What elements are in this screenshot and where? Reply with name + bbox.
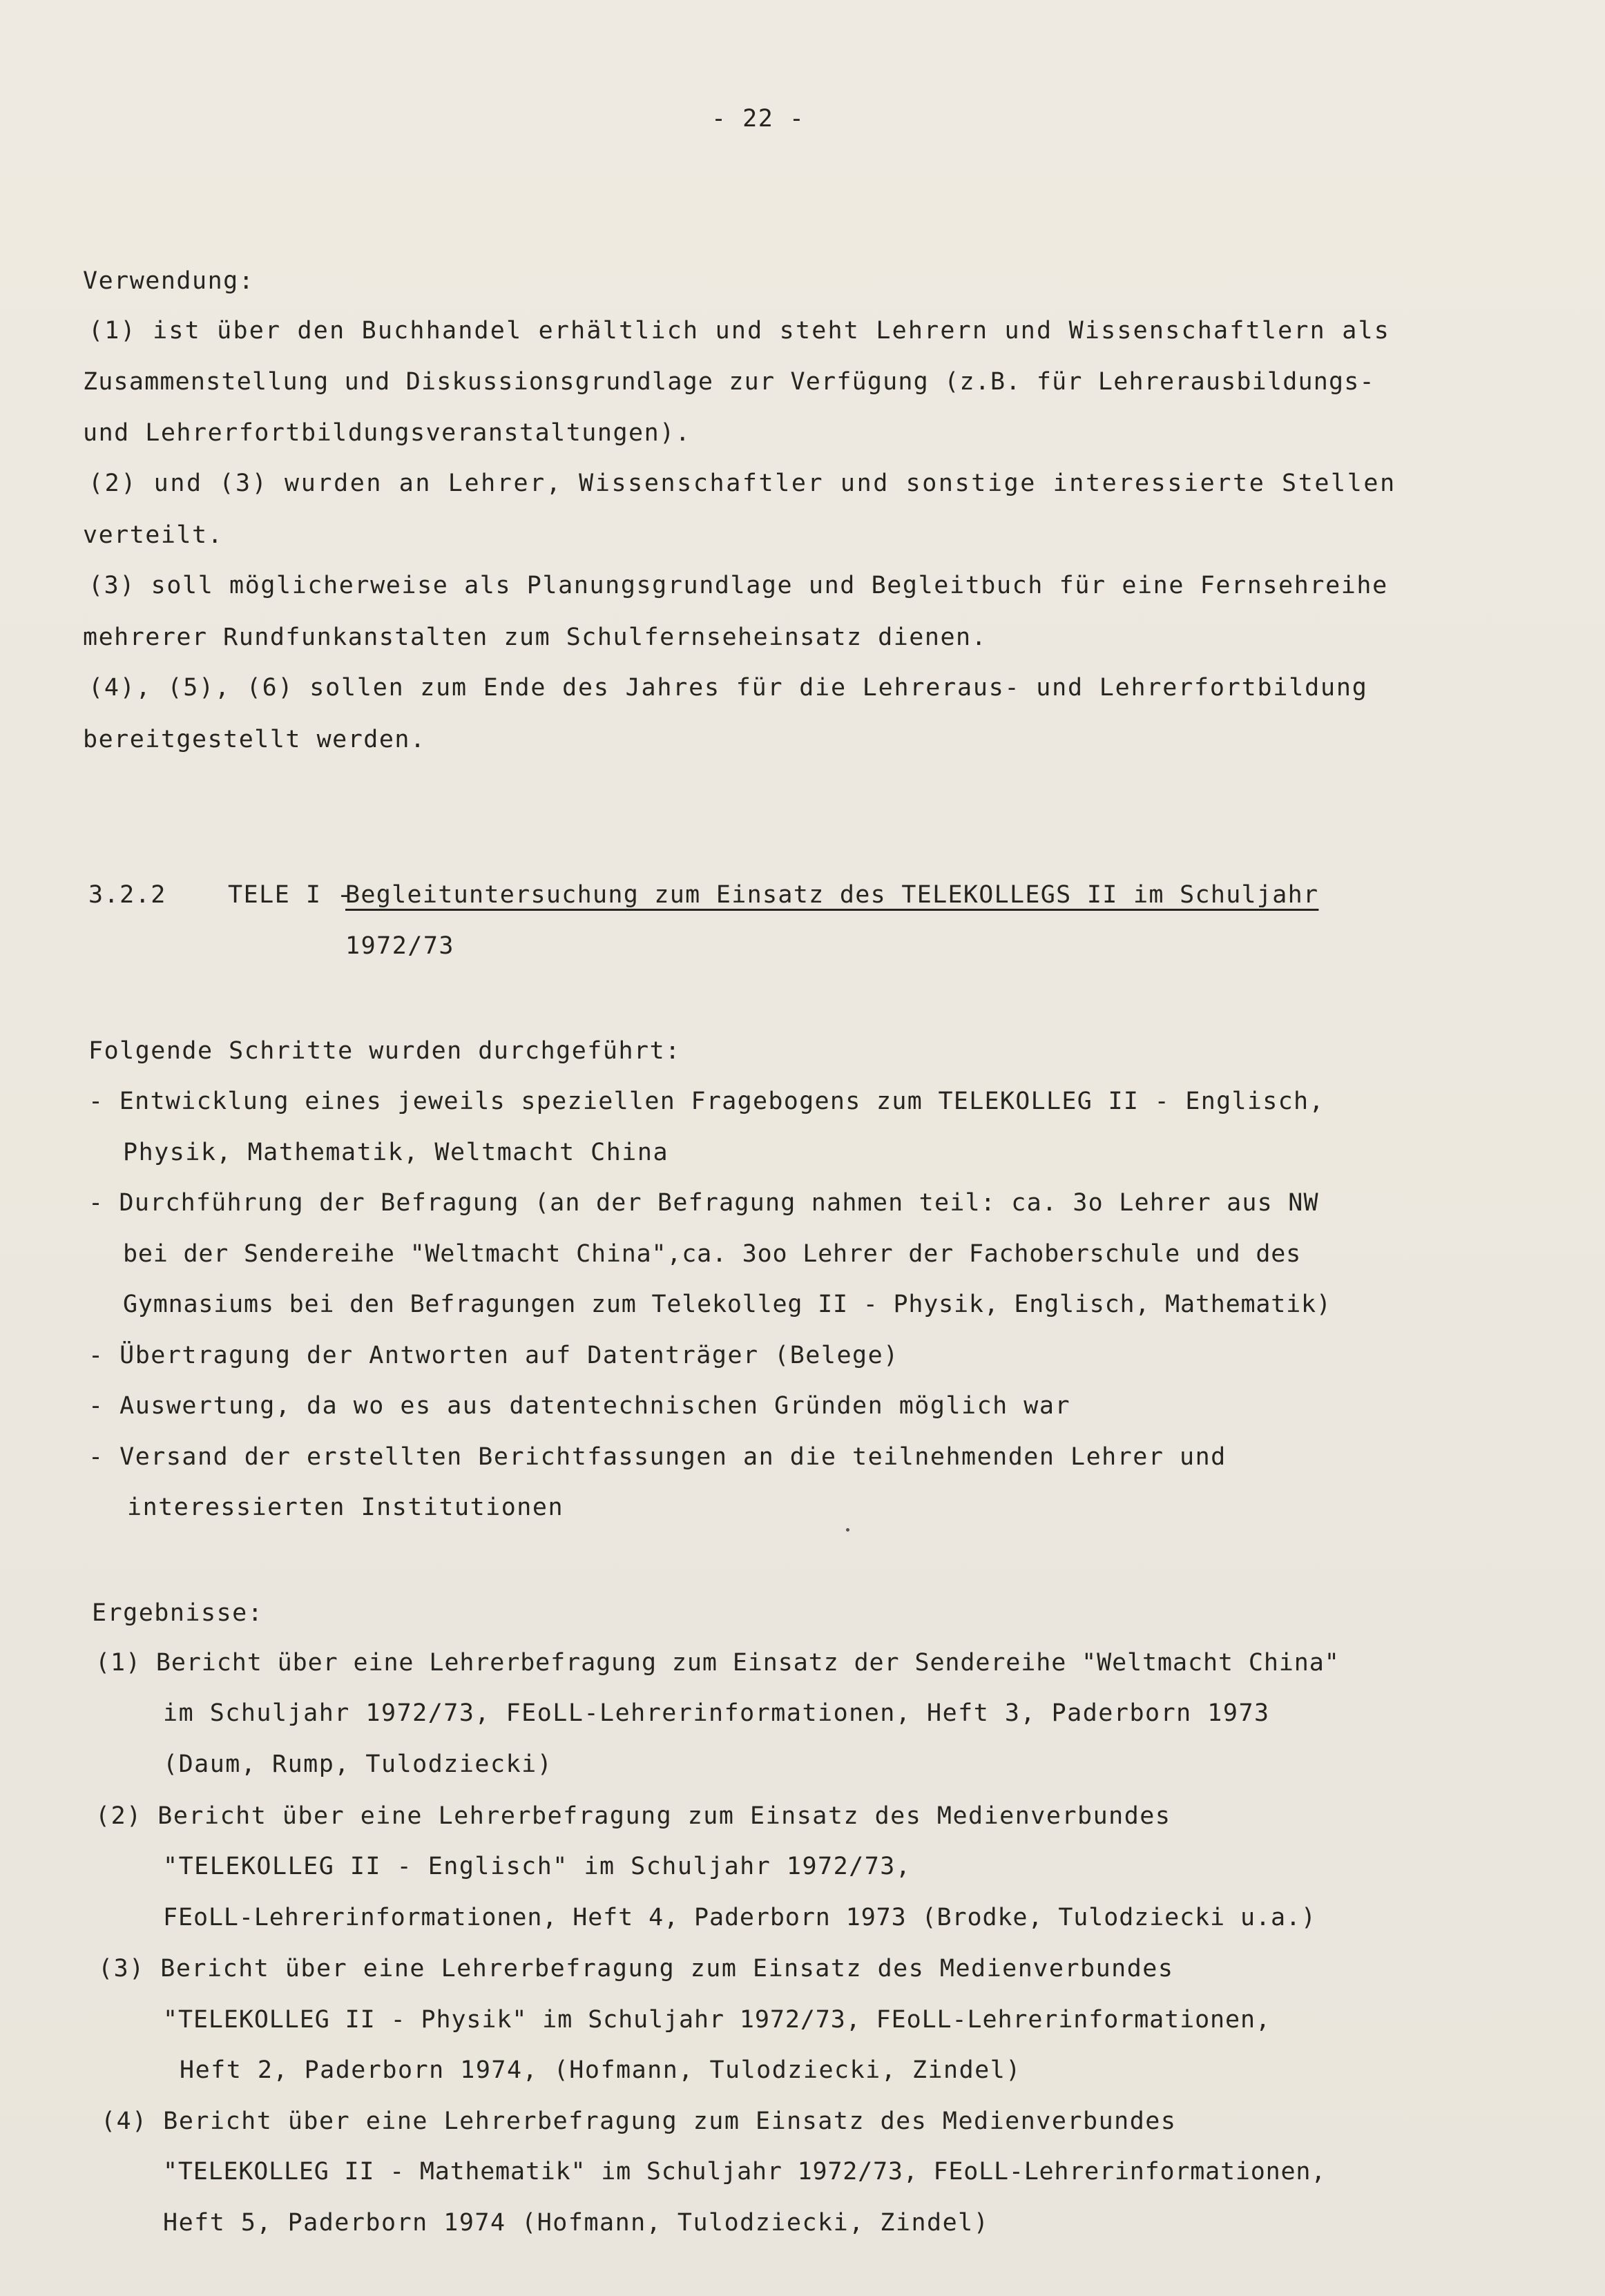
usage-line: (4), (5), (6) sollen zum Ende des Jahres für die Lehreraus- und Lehrerfortbildung xyxy=(88,674,1368,702)
usage-heading: Verwendung: xyxy=(83,267,255,295)
result-item: (2) Bericht über eine Lehrerbefragung zum Einsatz des Medienverbundes xyxy=(95,1802,1171,1830)
results-heading: Ergebnisse: xyxy=(92,1599,264,1627)
usage-line: mehrerer Rundfunkanstalten zum Schulfernseheinsatz dienen. xyxy=(83,624,988,651)
usage-line: und Lehrerfortbildungsveranstaltungen). xyxy=(83,419,691,447)
result-item-continuation: im Schuljahr 1972/73, FEoLL-Lehrerinformationen, Heft 3, Paderborn 1973 xyxy=(163,1699,1270,1727)
result-item: (4) Bericht über eine Lehrerbefragung zum Einsatz des Medienverbundes xyxy=(101,2107,1177,2135)
result-item-continuation: Heft 5, Paderborn 1974 (Hofmann, Tulodziecki, Zindel) xyxy=(163,2209,990,2237)
result-item-continuation: (Daum, Rump, Tulodziecki) xyxy=(163,1750,553,1778)
result-item: (3) Bericht über eine Lehrerbefragung zum Einsatz des Medienverbundes xyxy=(98,1955,1174,1983)
result-item-continuation: "TELEKOLLEG II - Mathematik" im Schuljahr 1972/73, FEoLL-Lehrerinformationen, xyxy=(163,2158,1327,2186)
usage-line: bereitgestellt werden. xyxy=(83,726,426,753)
result-item-continuation: "TELEKOLLEG II - Physik" im Schuljahr 1972/73, FEoLL-Lehrerinformationen, xyxy=(163,2006,1271,2034)
result-item-continuation: Heft 2, Paderborn 1974, (Hofmann, Tulodziecki, Zindel) xyxy=(180,2056,1021,2084)
result-item-continuation: "TELEKOLLEG II - Englisch" im Schuljahr 1972/73, xyxy=(163,1853,912,1880)
usage-line: (3) soll möglicherweise als Planungsgrundlage und Begleitbuch für eine Fernsehreihe xyxy=(88,572,1388,599)
usage-line: (2) und (3) wurden an Lehrer, Wissenschaftler und sonstige interessierte Stellen xyxy=(88,470,1396,497)
section-number: 3.2.2 xyxy=(88,881,166,909)
step-item: - Versand der erstellten Berichtfassungen an die teilnehmenden Lehrer und xyxy=(88,1443,1227,1471)
result-item-continuation: FEoLL-Lehrerinformationen, Heft 4, Paderborn 1973 (Brodke, Tulodziecki u.a.) xyxy=(163,1904,1316,1931)
section-title: Begleituntersuchung zum Einsatz des TELEKOLLEGS II im Schuljahr xyxy=(345,881,1319,909)
step-item-continuation: Physik, Mathematik, Weltmacht China xyxy=(123,1139,669,1166)
usage-line: (1) ist über den Buchhandel erhältlich und steht Lehrern und Wissenschaftlern als xyxy=(88,317,1391,345)
stray-mark xyxy=(846,1528,849,1532)
step-item-continuation: bei der Sendereihe "Weltmacht China",ca. 3oo Lehrer der Fachoberschule und des xyxy=(123,1240,1301,1268)
step-item: - Entwicklung eines jeweils speziellen Fragebogens zum TELEKOLLEG II - Englisch, xyxy=(88,1088,1325,1115)
result-item: (1) Bericht über eine Lehrerbefragung zum Einsatz der Sendereihe "Weltmacht China" xyxy=(95,1649,1340,1677)
usage-line: verteilt. xyxy=(83,521,224,549)
step-item: - Übertragung der Antworten auf Datenträger (Belege) xyxy=(88,1342,899,1369)
step-item: - Auswertung, da wo es aus datentechnischen Gründen möglich war xyxy=(88,1392,1071,1420)
page-number: - 22 - xyxy=(711,105,805,133)
step-item: - Durchführung der Befragung (an der Befragung nahmen teil: ca. 3o Lehrer aus NW xyxy=(88,1189,1319,1217)
section-title-year: 1972/73 xyxy=(345,932,455,960)
section-prefix: TELE I - xyxy=(228,881,353,909)
step-item-continuation: interessierten Institutionen xyxy=(127,1494,564,1521)
step-item-continuation: Gymnasiums bei den Befragungen zum Telekolleg II - Physik, Englisch, Mathematik) xyxy=(123,1291,1332,1318)
steps-heading: Folgende Schritte wurden durchgeführt: xyxy=(88,1037,681,1065)
usage-line: Zusammenstellung und Diskussionsgrundlage zur Verfügung (z.B. für Lehrerausbildungs- xyxy=(83,368,1375,396)
